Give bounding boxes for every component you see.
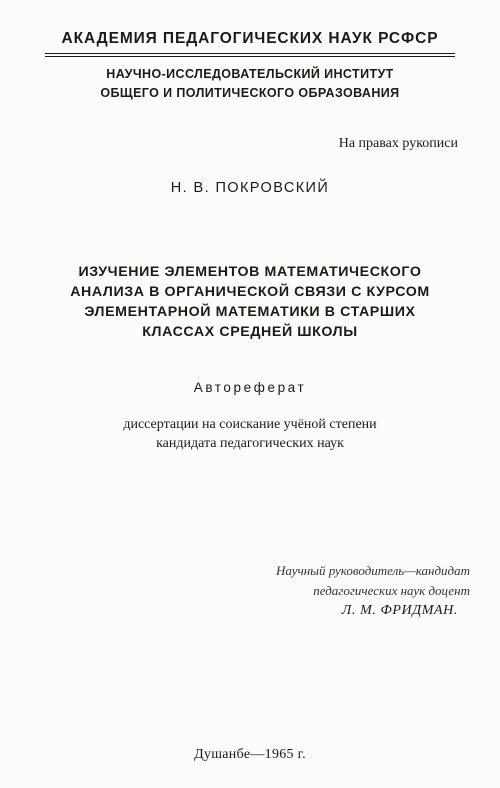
document-type: Автореферат <box>193 380 307 395</box>
title-line: КЛАССАХ СРЕДНЕЙ ШКОЛЫ <box>142 324 358 340</box>
supervisor-line-2: педагогических наук доцент <box>313 583 470 598</box>
description-line: диссертации на соискание учёной степени <box>123 417 377 432</box>
supervisor-name: Л. М. ФРИДМАН. <box>341 603 458 618</box>
institute-line-2: ОБЩЕГО И ПОЛИТИЧЕСКОГО ОБРАЗОВАНИЯ <box>100 86 400 100</box>
place-and-year: Душанбе—1965 г. <box>194 747 306 762</box>
header-rule <box>45 53 455 54</box>
academy-heading: АКАДЕМИЯ ПЕДАГОГИЧЕСКИХ НАУК РСФСР <box>61 30 439 47</box>
supervisor-line-1: Научный руководитель—кандидат <box>276 563 470 578</box>
author-name: Н. В. ПОКРОВСКИЙ <box>170 180 330 196</box>
supervisor-block <box>240 561 470 621</box>
title-line: ЭЛЕМЕНТАРНОЙ МАТЕМАТИКИ В СТАРШИХ <box>84 304 416 320</box>
dissertation-description <box>0 415 500 453</box>
title-line: ИЗУЧЕНИЕ ЭЛЕМЕНТОВ МАТЕМАТИЧЕСКОГО <box>78 264 422 280</box>
header-rule-thin <box>45 56 455 57</box>
description-line: кандидата педагогических наук <box>156 436 344 451</box>
institute-line-1: НАУЧНО-ИССЛЕДОВАТЕЛЬСКИЙ ИНСТИТУТ <box>106 67 394 81</box>
title-line: АНАЛИЗА В ОРГАНИЧЕСКОЙ СВЯЗИ С КУРСОМ <box>70 284 430 300</box>
dissertation-title <box>30 262 470 342</box>
rights-note: На правах рукописи <box>338 136 458 151</box>
